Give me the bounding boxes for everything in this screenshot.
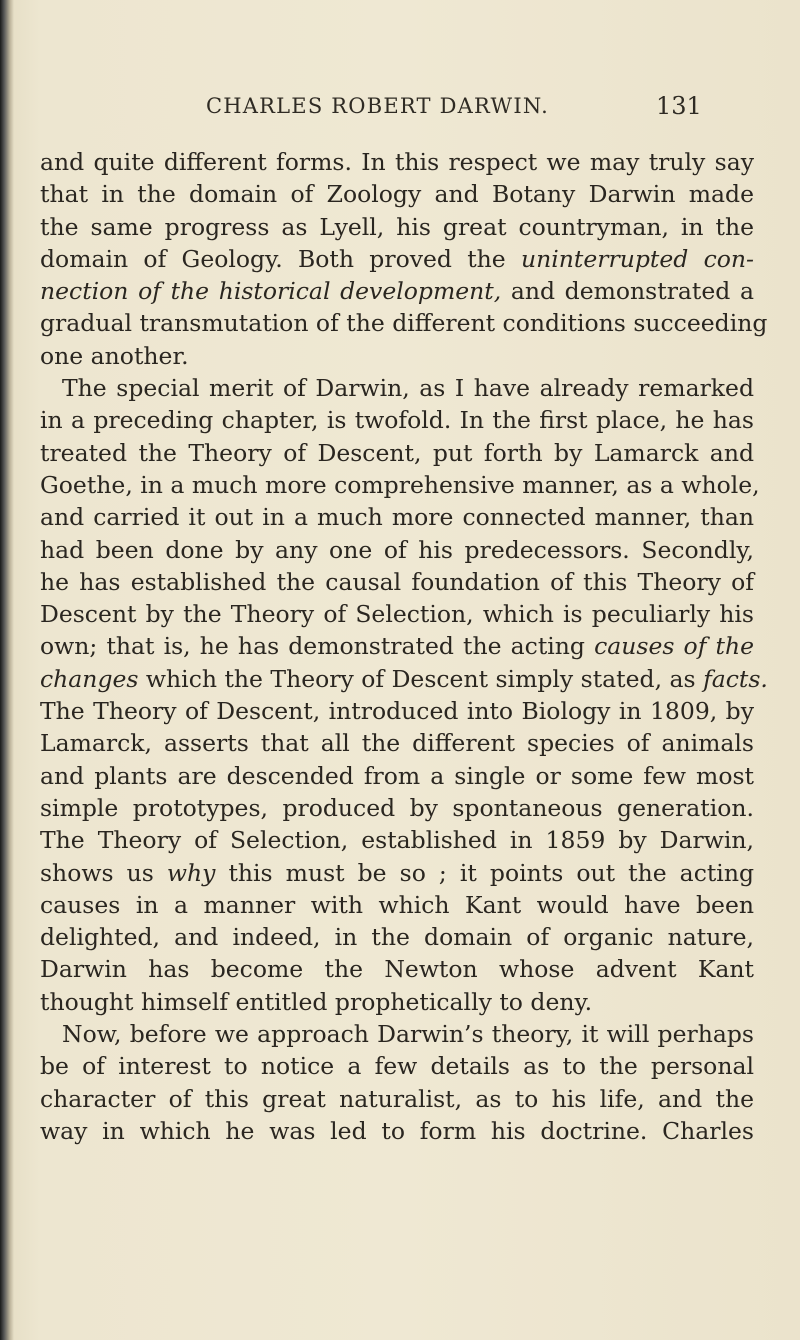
- text-line: one another.: [40, 341, 189, 370]
- text-line: way in which he was led to form his doctrine. Charles: [40, 1116, 754, 1145]
- paragraph-start-line: The special merit of Darwin, as I have already remarked: [62, 374, 754, 403]
- text-line: [40, 630, 754, 662]
- line-text: domain of Geology. Both proved the: [40, 244, 521, 273]
- text-line: Darwin has become the Newton whose advent Kant: [40, 955, 754, 984]
- text-line: [40, 857, 754, 889]
- page-number: 131: [656, 92, 702, 120]
- text-line: Goethe, in a much more comprehensive manner, as a whole,: [40, 470, 760, 499]
- text-line: and quite different forms. In this respect we may truly say: [40, 148, 754, 176]
- text-line: simple prototypes, produced by spontaneous generation.: [40, 793, 754, 822]
- text-line: delighted, and indeed, in the domain of organic nature,: [40, 923, 754, 952]
- line-text: and demonstrated a: [501, 277, 754, 306]
- text-line: The Theory of Selection, established in 1859 by Darwin,: [40, 826, 754, 855]
- text-line: the same progress as Lyell, his great countryman, in the: [40, 212, 754, 241]
- text-line: gradual transmutation of the different conditions succeeding: [40, 309, 768, 338]
- text-line: and carried it out in a much more connected manner, than: [40, 503, 754, 532]
- emphasis: facts.: [703, 664, 768, 693]
- text-line: [40, 275, 754, 307]
- emphasis: uninterrupted con-: [521, 244, 754, 273]
- text-line: [40, 243, 754, 275]
- text-line: in a preceding chapter, is twofold. In the first place, he has: [40, 406, 754, 435]
- line-text: which the Theory of Descent simply stated, as: [138, 664, 704, 693]
- running-title: CHARLES ROBERT DARWIN.: [206, 94, 549, 118]
- emphasis: causes of the: [594, 632, 755, 661]
- text-line: character of this great naturalist, as to his life, and the: [40, 1084, 754, 1113]
- text-line: Lamarck, asserts that all the different species of animals: [40, 729, 754, 758]
- text-line: be of interest to notice a few details as to the personal: [40, 1052, 754, 1081]
- line-text: shows us: [40, 858, 167, 887]
- running-head: [0, 94, 800, 124]
- text-line: and plants are descended from a single or some few most: [40, 761, 754, 790]
- line-text: own; that is, he has demonstrated the acting: [40, 632, 595, 661]
- body-text: [40, 146, 768, 1147]
- emphasis: why: [166, 858, 216, 887]
- text-line: treated the Theory of Descent, put forth by Lamarck and: [40, 438, 754, 467]
- binding-edge: [0, 0, 14, 1340]
- emphasis: nection of the historical development,: [40, 277, 502, 306]
- text-line: Descent by the Theory of Selection, which is peculiarly his: [40, 600, 754, 629]
- text-line: thought himself entitled prophetically to deny.: [40, 987, 593, 1016]
- text-line: had been done by any one of his predecessors. Secondly,: [40, 535, 754, 564]
- text-line: he has established the causal foundation of this Theory of: [40, 567, 754, 596]
- paragraph-start-line: Now, before we approach Darwin’s theory, it will perhaps: [62, 1020, 754, 1049]
- text-line: that in the domain of Zoology and Botany Darwin made: [40, 180, 754, 209]
- text-line: The Theory of Descent, introduced into Biology in 1809, by: [40, 697, 754, 726]
- line-text: this must be so ; it points out the acting: [215, 858, 754, 887]
- text-line: causes in a manner with which Kant would have been: [40, 890, 754, 919]
- emphasis: changes: [40, 664, 139, 693]
- text-line: [40, 663, 768, 695]
